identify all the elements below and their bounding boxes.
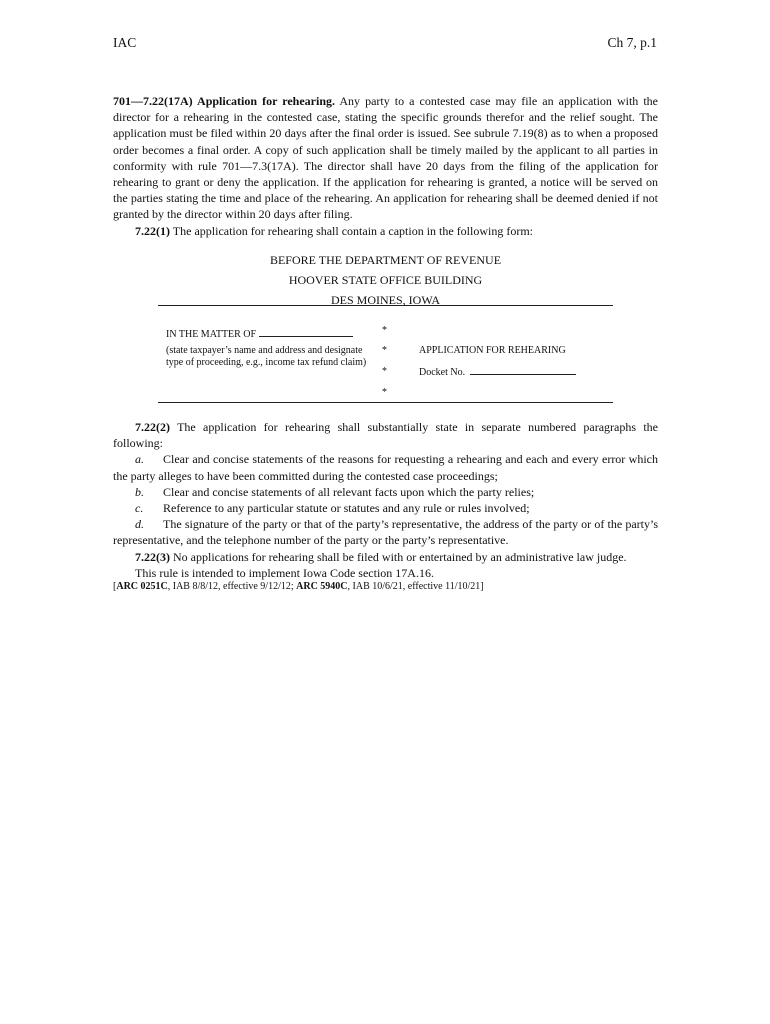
item-label: d. <box>135 517 144 532</box>
subrule-1-text: The application for rehearing shall contain a caption in the following form: <box>172 223 534 238</box>
item-text: The signature of the party or that of the party’s representative, the address of the party or of the party’s representative, and the telephone number of the party or the party’s representative. <box>113 517 658 548</box>
caption-star-2: * <box>382 345 387 356</box>
item-text: Clear and concise statements of all relevant facts upon which the party relies; <box>163 484 535 499</box>
rule-body <box>113 93 658 310</box>
caption-bottom-rule <box>158 402 613 403</box>
caption-star-4: * <box>382 387 387 398</box>
citation-rest-2: , IAB 10/6/21, effective 11/10/21] <box>347 581 484 593</box>
list-item-c <box>113 500 658 516</box>
item-label: b. <box>135 484 144 499</box>
item-label: a. <box>135 452 144 467</box>
matter-line <box>166 326 353 341</box>
item-label: c. <box>135 501 144 516</box>
subrule-1 <box>113 223 658 239</box>
citation-arc-1: ARC 0251C <box>116 581 168 593</box>
caption-line-3: DES MOINES, IOWA <box>331 292 440 307</box>
matter-label: IN THE MATTER OF <box>166 329 257 340</box>
caption-line-2: HOOVER STATE OFFICE BUILDING <box>288 272 483 287</box>
citation-rest-1: , IAB 8/8/12, effective 9/12/12; <box>167 581 297 593</box>
docket-label: Docket No. <box>419 367 466 378</box>
rule-text: Any party to a contested case may file an application with the director for a rehearing in the contested case, stating the specific grounds therefor and the relief sought. The application must be filed within 20 days after the final order is issued. See subrule 7.19(8) as to when a proposed order becomes a final order. A copy of such application shall be timely mailed by the applicant to all parties in conformity with rule 701—7.3(17A). The director shall have 20 days from the filing of the application for rehearing to grant or deny the application. If the application for rehearing is granted, a notice will be served on the parties stating the time and place of the rehearing. An application for rehearing shall be deemed denied if not granted by the director within 20 days after filing. <box>113 94 658 222</box>
rule-paragraph <box>113 93 658 223</box>
caption-line-1: BEFORE THE DEPARTMENT OF REVENUE <box>269 252 502 267</box>
list-item-b <box>113 484 658 500</box>
subrule-2-num: 7.22(2) <box>135 420 170 434</box>
application-title: APPLICATION FOR REHEARING <box>419 345 566 356</box>
subrule-2-text: The application for rehearing shall substantially state in separate numbered paragraphs the following: <box>113 420 658 451</box>
list-item-a <box>113 451 658 483</box>
rule-title: 701—7.22(17A) Application for rehearing. <box>113 94 335 108</box>
caption-instructions: (state taxpayer’s name and address and designate type of proceeding, e.g., income tax refund claim) <box>166 345 367 368</box>
citation-arc-2: ARC 5940C <box>296 581 348 593</box>
caption-star-3: * <box>382 366 387 377</box>
caption-star-1: * <box>382 325 387 336</box>
citation-open: [ <box>113 581 117 593</box>
subrules-body <box>113 419 658 593</box>
subrule-3-text: No applications for rehearing shall be filed with or entertained by an administrative law judge. <box>173 549 627 564</box>
caption-top-rule <box>158 305 613 306</box>
subrule-1-num: 7.22(1) <box>135 223 170 238</box>
matter-blank <box>259 326 353 337</box>
subrule-3-num: 7.22(3) <box>135 549 170 564</box>
item-text: Reference to any particular statute or statutes and any rule or rules involved; <box>163 501 530 516</box>
subrule-2 <box>113 419 658 451</box>
docket-line <box>419 364 576 379</box>
citation <box>113 581 658 593</box>
list-item-d <box>113 516 658 548</box>
item-text: Clear and concise statements of the reasons for requesting a rehearing and each and every error which the party alleges to have been committed during the contested case proceedings; <box>113 452 658 483</box>
subrule-3 <box>113 549 658 565</box>
header-left: IAC <box>113 35 137 50</box>
implementation-note: This rule is intended to implement Iowa Code section 17A.16. <box>135 565 434 580</box>
header-right: Ch 7, p.1 <box>607 35 657 50</box>
docket-blank <box>470 364 576 375</box>
